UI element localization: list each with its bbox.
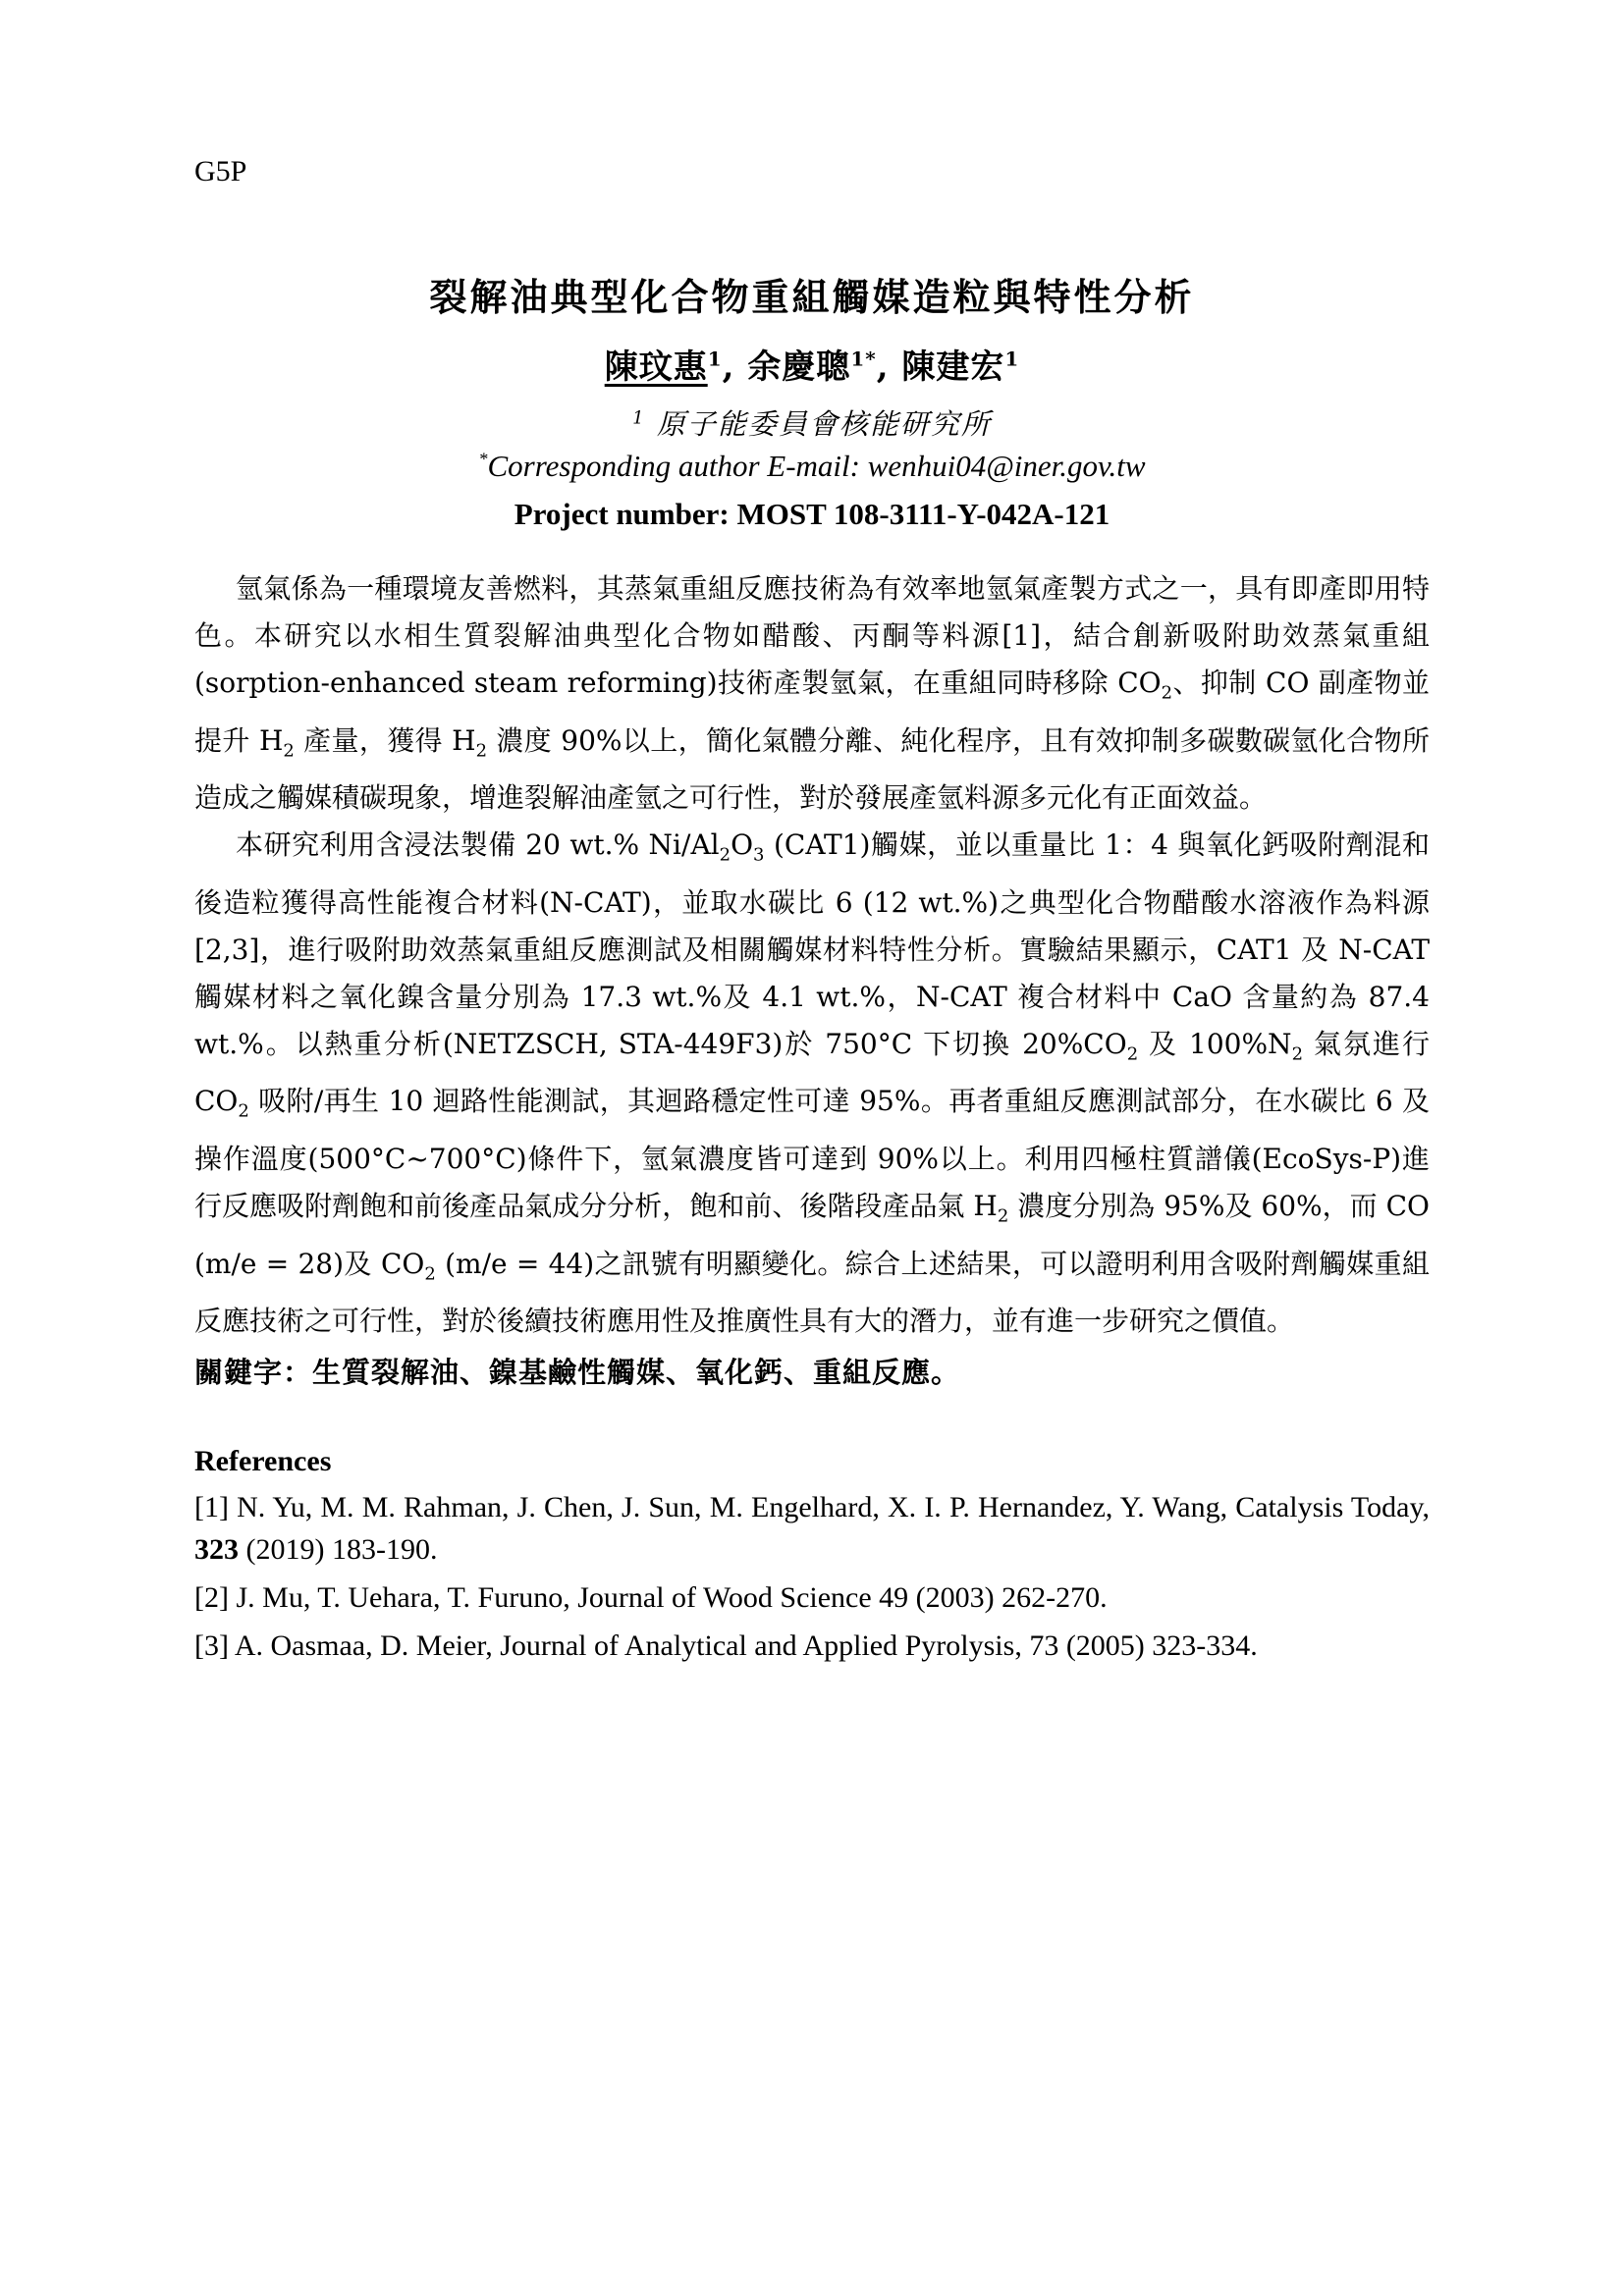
subscript: 2 [1161, 682, 1173, 704]
project-number: Project number: MOST 108-3111-Y-042A-121 [514, 497, 1110, 531]
reference-text: (2019) 183-190. [239, 1533, 438, 1566]
author-affiliation-mark: 1 [707, 347, 723, 371]
reference-list [194, 1486, 1430, 1673]
affiliation [0, 402, 1624, 443]
affiliation-mark: 1 [632, 407, 646, 429]
reference-item [194, 1486, 1430, 1571]
subscript: 2 [1291, 1043, 1304, 1065]
author-name: 余慶聰 [747, 347, 851, 387]
abstract-text: 產量，獲得 H [294, 723, 476, 757]
abstract-text: 吸附/再生 10 迴路性能測試，其迴路穩定性可達 95%。再者重組反應測試部分，在水碳比 6 及操作溫度(500°C~700°C)條件下，氫氣濃度皆可達到 90%以上。利用四極柱質譜儀(EcoSys-P)進行反應吸附劑飽和前後產品氣成分分析，飽和前、後階段產品氣 H [194, 1085, 1430, 1222]
abstract-text: 及 100%N [1138, 1027, 1292, 1060]
reference-text: [3] A. Oasmaa, D. Meier, Journal of Analytical and Applied Pyrolysis, 73 (2005) 323-334. [194, 1629, 1258, 1662]
abstract-paragraph [194, 822, 1430, 1345]
abstract [194, 565, 1430, 1345]
references-heading: References [194, 1445, 332, 1477]
reference-volume: 323 [194, 1533, 239, 1566]
corresponding-mark: * [478, 449, 488, 469]
abstract-text: 氫氣係為一種環境友善燃料，其蒸氣重組反應技術為有效率地氫氣產製方式之一，具有即產即用特色。本研究以水相生質裂解油典型化合物如醋酸、丙酮等料源[1]，結合創新吸附助效蒸氣重組(sorption-enhanced steam reforming)技術產製氫氣，在重組同時移除 CO [194, 572, 1430, 699]
subscript: 2 [997, 1205, 1009, 1227]
subscript: 2 [283, 740, 295, 762]
abstract-text: 濃度分別為 95%及 60%，而 CO (m/e = 28)及 CO [194, 1189, 1430, 1280]
affiliation-text: 原子能委員會核能研究所 [656, 407, 992, 441]
reference-text: [2] J. Mu, T. Uehara, T. Furuno, Journal of Wood Science 49 (2003) 262-270. [194, 1581, 1108, 1614]
subscript: 2 [424, 1263, 436, 1285]
abstract-text: 本研究利用含浸法製備 20 wt.% Ni/Al [236, 828, 720, 862]
page-code: G5P [194, 155, 247, 187]
abstract-text: O [731, 828, 754, 862]
author-name: 陳建宏 [901, 347, 1005, 387]
abstract-text: 、抑制 CO 副產物並提升 H [194, 667, 1430, 757]
subscript: 2 [475, 740, 488, 762]
subscript: 2 [1126, 1043, 1139, 1065]
author-affiliation-mark: 1 [1004, 347, 1020, 371]
reference-item [194, 1576, 1430, 1619]
subscript: 2 [719, 844, 731, 866]
abstract-text: (m/e = 44)之訊號有明顯變化。綜合上述結果，可以證明利用含吸附劑觸媒重組反應技術之可行性，對於後續技術應用性及推廣性具有大的潛力，並有進一步研究之價值。 [194, 1247, 1430, 1338]
author-separator: , [722, 347, 748, 387]
paper-title: 裂解油典型化合物重組觸媒造粒與特性分析 [429, 275, 1195, 319]
reference-text: [1] N. Yu, M. M. Rahman, J. Chen, J. Sun, M. Engelhard, X. I. P. Hernandez, Y. Wang, Catalysis Today, [194, 1491, 1430, 1523]
abstract-paragraph [194, 565, 1430, 822]
author-list [0, 340, 1624, 388]
author-name: 陳玟惠 [604, 347, 708, 387]
corresponding-email-line: Corresponding author E-mail: wenhui04@iner.gov.tw [487, 449, 1146, 483]
keywords: 關鍵字：生質裂解油、鎳基鹼性觸媒、氧化鈣、重組反應。 [194, 1356, 961, 1389]
subscript: 3 [753, 844, 765, 866]
corresponding-author [0, 449, 1624, 484]
subscript: 2 [238, 1100, 249, 1122]
author-affiliation-mark: 1* [850, 347, 877, 371]
abstract-text: (CAT1)觸媒，並以重量比 1：4 與氧化鈣吸附劑混和後造粒獲得高性能複合材料(N-CAT)，並取水碳比 6 (12 wt.%)之典型化合物醋酸水溶液作為料源[2,3]，進行吸附助效蒸氣重組反應測試及相關觸媒材料特性分析。實驗結果顯示，CAT1 及 N-CAT 觸媒材料之氧化鎳含量分別為 17.3 wt.%及 4.1 wt.%，N-CAT 複合材料中 CaO 含量約為 87.4 wt.%。以熱重分析(NETZSCH, STA-449F3)於 750°C 下切換 20%CO [194, 828, 1430, 1060]
abstract-text: 氣氛進行 CO [194, 1027, 1431, 1118]
reference-item [194, 1625, 1430, 1667]
author-separator: , [876, 347, 902, 387]
abstract-text: 濃度 90%以上，簡化氣體分離、純化程序，且有效抑制多碳數碳氫化合物所造成之觸媒積碳現象，增進裂解油產氫之可行性，對於發展產氫料源多元化有正面效益。 [194, 723, 1430, 815]
